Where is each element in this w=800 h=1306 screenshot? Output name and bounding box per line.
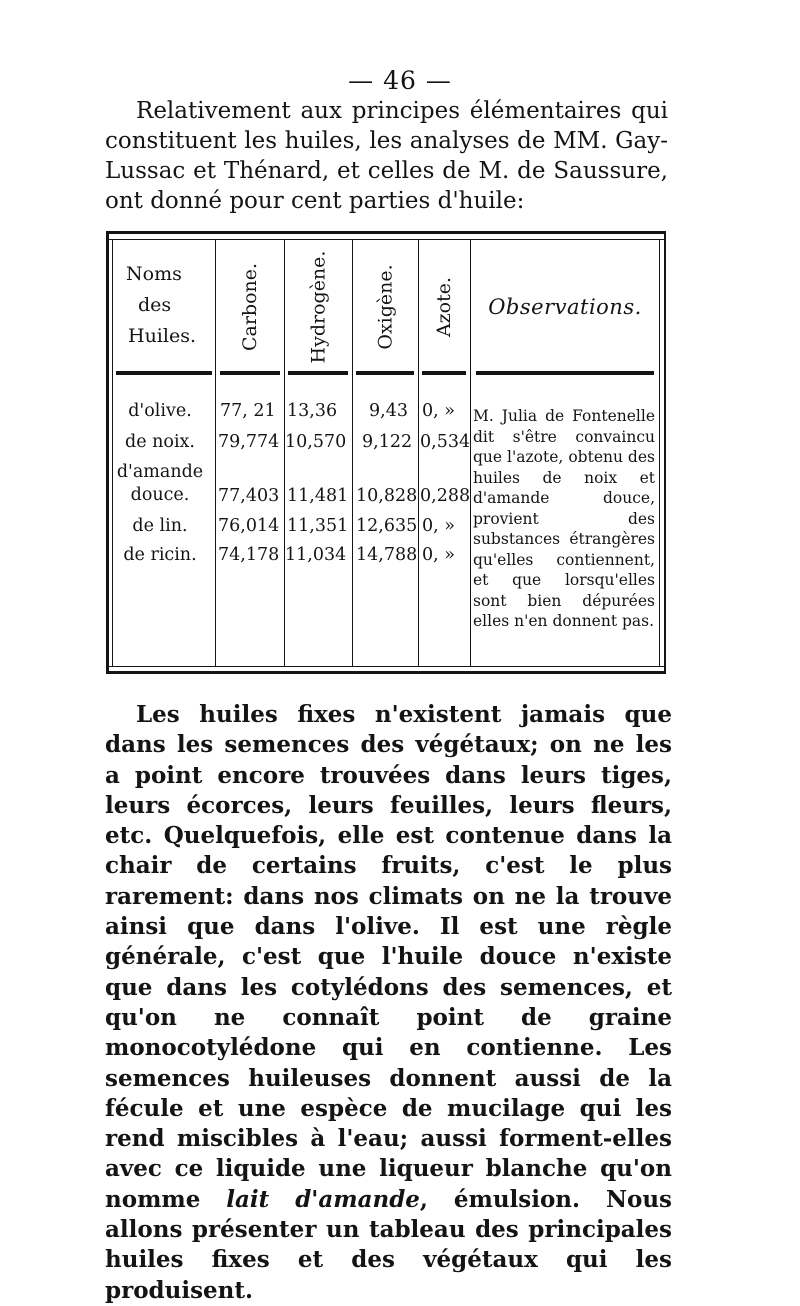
- observation-note: M. Julia de Fontenelle dit s'être convaincu que l'azote, obtenu des huiles de noix et d'amande douce, provient des substances étrangères qu'elles contiennent, et que lorsqu'elles sont bien dépurées elles n'en donnent pas.: [473, 407, 655, 630]
- column-divider: [470, 239, 471, 667]
- header-azote: Azote.: [433, 276, 456, 338]
- body-text: Les huiles fixes n'existent jamais que dans les semences des végétaux; on ne les a point encore trouvées dans leurs tiges, leurs écorces, leurs feuilles, leurs fleurs, etc. Quelquefois, elle est contenue dans la chair de certains fruits, c'est le plus rarement: dans nos climats on ne la trouve ainsi que dans l'olive. Il est une règle générale, c'est que l'huile douce n'existe que dans les cotylédons des semences, et qu'on ne connaît point de graine monocotylédone qui en contienne. Les semences huileuses donnent aussi de la fécule et une espèce de mucilage qui les rend miscibles à l'eau; aussi forment-elles avec ce liquide une liqueur blanche qu'on nomme: [105, 701, 672, 1213]
- body-italic-term: lait d'amande: [226, 1185, 420, 1213]
- body-paragraph: [105, 700, 672, 1306]
- row-name: de ricin.: [123, 545, 197, 565]
- table-bottom-border: [106, 671, 666, 674]
- header-rule: [220, 371, 280, 375]
- cell-azote: 0, »: [422, 401, 455, 421]
- row-name: d'olive.: [128, 401, 192, 421]
- cell-carbone: 77, 21: [220, 401, 276, 421]
- body-paragraph-text: [105, 700, 672, 1306]
- cell-azote: 0, »: [422, 516, 455, 536]
- cell-oxigene: 9,43: [369, 401, 408, 421]
- header-rule: [356, 371, 414, 375]
- header-line: des: [138, 294, 172, 316]
- header-rule: [116, 371, 212, 375]
- row-name: d'amande: [116, 462, 204, 482]
- header-oxigene: Oxigène.: [374, 264, 397, 350]
- header-carbone: Carbone.: [239, 262, 262, 352]
- row-name: de lin.: [132, 516, 188, 536]
- cell-carbone: 77,403: [218, 486, 280, 506]
- cell-carbone: 76,014: [218, 516, 280, 536]
- header-observations: Observations.: [488, 295, 642, 319]
- table-right-border: [664, 231, 666, 674]
- cell-oxigene: 9,122: [362, 432, 413, 452]
- header-line: Huiles.: [128, 325, 196, 347]
- header-line: Noms: [126, 263, 182, 285]
- table-left-inner-border: [112, 239, 113, 667]
- table-bottom-inner-border: [106, 666, 666, 667]
- row-name: de noix.: [125, 432, 195, 452]
- cell-azote: 0,534: [420, 432, 471, 452]
- cell-hydrogene: 10,570: [285, 432, 347, 452]
- cell-carbone: 74,178: [218, 545, 280, 565]
- table-left-border: [106, 231, 109, 674]
- cell-azote: 0,288: [420, 486, 471, 506]
- header-oil-names: [126, 259, 216, 352]
- cell-hydrogene: 11,351: [287, 516, 349, 536]
- intro-paragraph: [105, 96, 668, 216]
- table-top-border: [106, 231, 666, 234]
- table-right-inner-border: [659, 239, 660, 667]
- oil-composition-table: [106, 231, 666, 674]
- cell-azote: 0, »: [422, 545, 455, 565]
- header-rule: [422, 371, 466, 375]
- cell-oxigene: 10,828: [356, 486, 418, 506]
- cell-hydrogene: 13,36: [287, 401, 338, 421]
- cell-hydrogene: 11,034: [285, 545, 347, 565]
- header-hydrogene: Hydrogène.: [307, 250, 330, 364]
- table-top-inner-border: [106, 239, 666, 240]
- intro-paragraph-text: Relativement aux principes élémentaires qui constituent les huiles, les analyses de MM. Gay-Lussac et Thénard, et celles de M. de Saussure, ont donné pour cent parties d'huile:: [105, 98, 668, 214]
- header-rule: [476, 371, 654, 375]
- header-rule: [288, 371, 348, 375]
- cell-hydrogene: 11,481: [287, 486, 349, 506]
- cell-carbone: 79,774: [218, 432, 280, 452]
- page-number: — 46 —: [348, 66, 452, 95]
- cell-oxigene: 14,788: [356, 545, 418, 565]
- body-text: , émulsion. Nous allons présenter un tableau des principales huiles fixes et des végétaux qui les produisent.: [105, 1185, 672, 1304]
- cell-oxigene: 12,635: [356, 516, 418, 536]
- row-name-continued: douce.: [130, 485, 190, 505]
